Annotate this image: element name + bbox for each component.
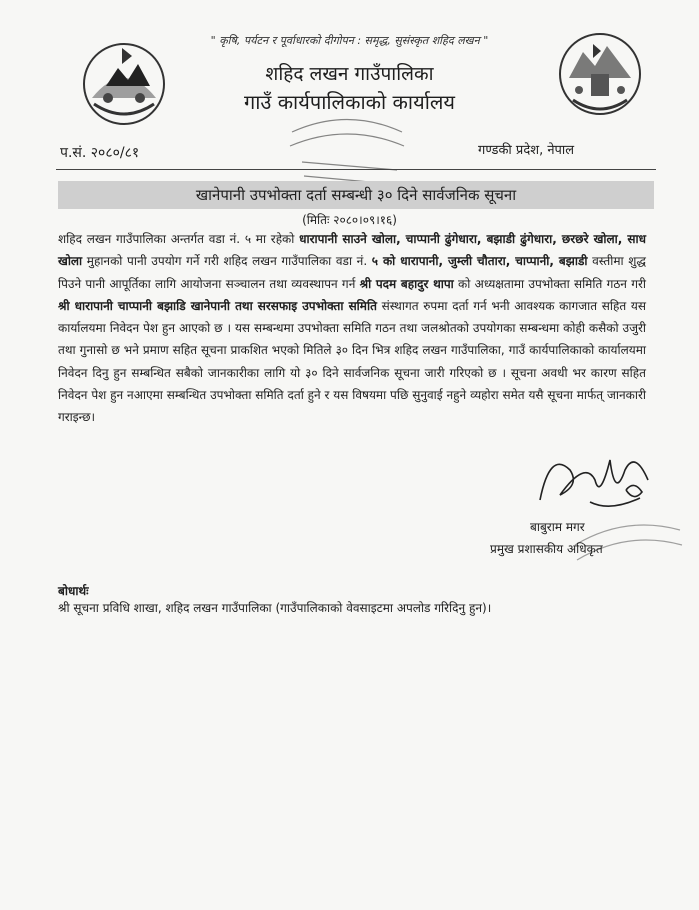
cc-label: बोधार्थः: [58, 584, 89, 598]
body-segment: ५ को धारापानी, जुम्ली चौतारा, चाप्पानी, बझाडी: [371, 254, 588, 269]
body-segment: श्री पदम बहादुर थापा: [359, 276, 454, 291]
notice-title-banner: [58, 181, 654, 209]
body-segment: संस्थागत रुपमा दर्ता गर्न भनी आवश्यक कागजात सहित यस कार्यालयमा निवेदन पेश हुन आएको छ । यस सम्बन्धमा उपभोक्ता समिति गठन तथा जलश्रोतको उपयोगका सम्बन्धमा कोही कसैको उजुरी तथा गुनासो छ भने प्रमाण सहित सूचना प्राकशित भएको मितिले ३० दिन भित्र शहिद लखन गाउँपालिका, गाउँ कार्यपालिकाको कार्यालयमा निवेदन दिनु हुन सम्बन्धित सबैको जानकारीका लागि यो ३० दिने सार्वजनिक सूचना जारी गरिएको छ । सूचना अवधी भर कारण सहित निवेदन पेश हुन नआएमा सम्बन्धित उपभोक्ता समिति दर्ता हुने र यस विषयमा पछि सुनुवाई नहुने व्यहोरा समेत यसै सूचना मार्फत् जानकारी गराइन्छ।: [58, 298, 646, 425]
motto: " कृषि, पर्यटन र पूर्वाधारको दीगोपन : समृद्ध, सुसंस्कृत शहिद लखन ": [210, 34, 489, 47]
body-segment: वस्तीमा शुद्ध पिउने पानी आपूर्तिका लागि आयोजना सञ्चालन तथा व्यवस्थापन गर्न: [58, 254, 646, 291]
notice-title: खानेपानी उपभोक्ता दर्ता सम्बन्धी ३० दिने सार्वजनिक सूचना: [195, 186, 517, 204]
body-segment: श्री धारापानी चाप्पानी बझाडि खानेपानी तथा सरसफाइ उपभोक्ता समिति: [58, 298, 377, 313]
body-segment: शहिद लखन गाउँपालिका अन्तर्गत वडा नं. ५ मा रहेको: [58, 232, 300, 246]
body-segment: धारापानी साउने खोला, चाप्पानी ढुंगेधारा, बझाडी ढुंगेधारा, छरछरे खोला, साध खोला: [58, 232, 646, 269]
body-segment: को अध्यक्षतामा उपभोक्ता समिति गठन गरी: [453, 276, 646, 291]
header-divider: [56, 169, 656, 170]
org-name: शहिद लखन गाउँपालिका: [265, 63, 434, 85]
notice-body: [58, 228, 646, 429]
body-segment: मुहानको पानी उपयोग गर्ने गरी शहिद लखन गाउँपालिका वडा नं.: [82, 254, 372, 269]
signatory-name: बाबुराम मगर: [530, 520, 585, 534]
signatory-title: प्रमुख प्रशासकीय अधिकृत: [490, 542, 603, 556]
province-address: गण्डकी प्रदेश, नेपाल: [478, 143, 575, 158]
notice-date: (मितिः २०८०।०९।१६): [302, 213, 397, 227]
cc-text: श्री सूचना प्रविधि शाखा, शहिद लखन गाउँपालिका (गाउँपालिकाको वेवसाइटमा अपलोड गरिदिनु हुन)।: [58, 601, 492, 615]
office-name: गाउँ कार्यपालिकाको कार्यालय: [243, 90, 456, 114]
reference-number: प.सं. २०८०/८१: [60, 145, 140, 161]
